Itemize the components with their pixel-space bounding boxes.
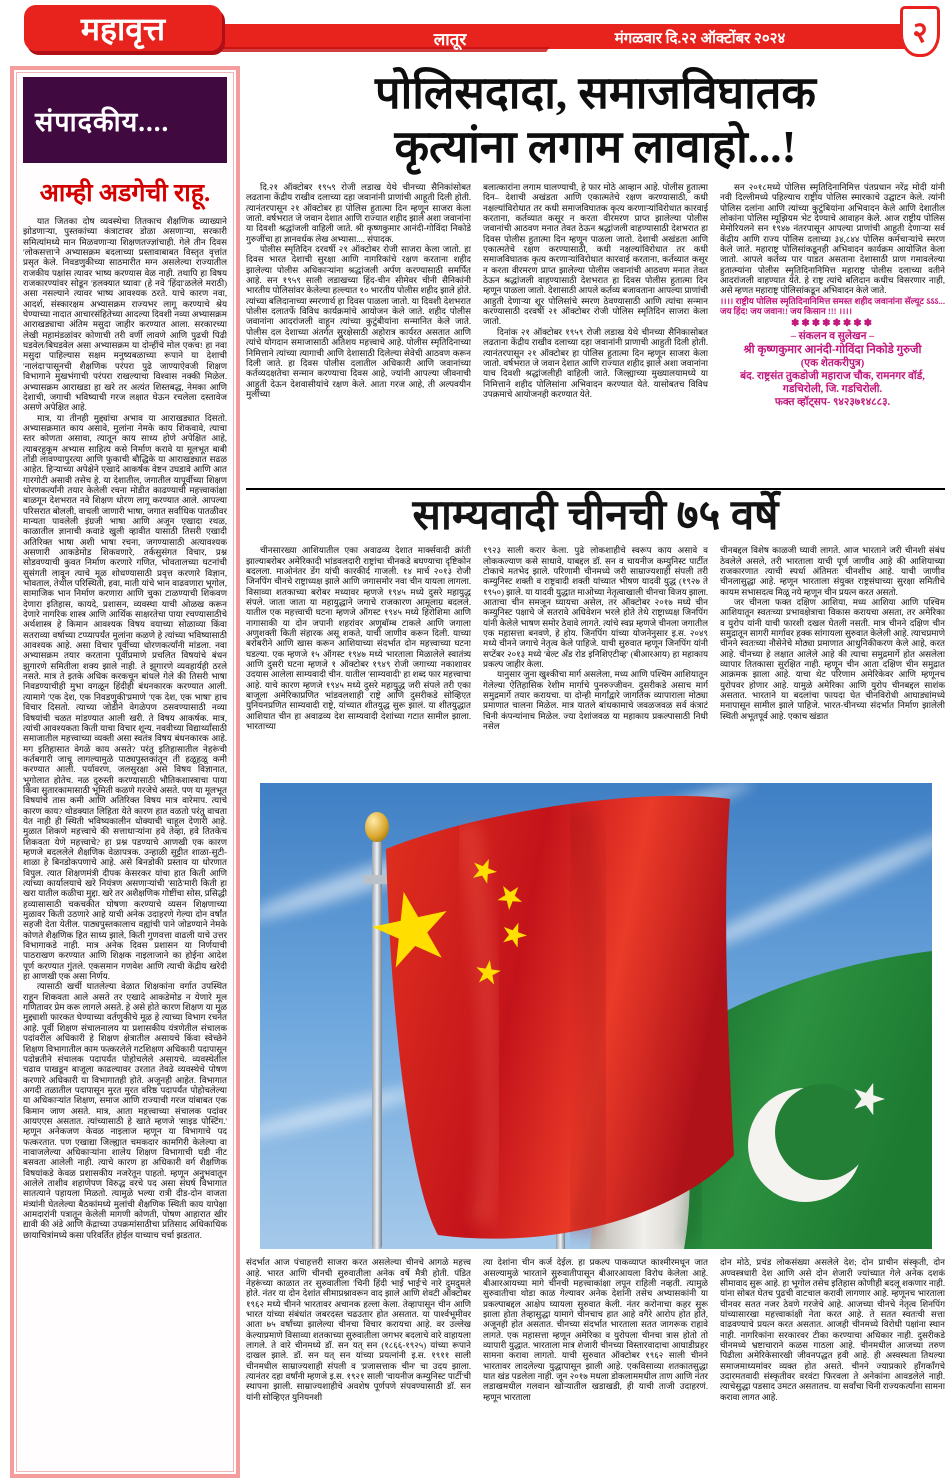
author-address-2: गडचिरोली, जि. गडचिरोली. — [782, 383, 883, 395]
date-line: मंगळवार दि.२२ ऑक्टोंबर २०२४ — [614, 31, 786, 47]
headline-china: साम्यवादी चीनची ७५ वर्षे — [412, 493, 779, 539]
article-paragraph: बलात्कारांना लगाम घालण्याची, हे फार मोठे आव्हान आहे. पोलीस हुतात्मा दिन– देशाची अखंडता आणि एकात्मतेचे रक्षण करण्यासाठी, कधी नक्षल्यांविरोधात तर कधी समाजविघातक कृत्य करणाऱ्यांविरोधात कारवाई करताना, कर्तव्यात कसूर न करता वीरमरण प्राप्त झालेल्या पोलीस जवानांची आठवण मनात तेवत ठेऊन श्रद्धांजली वाहण्यासाठी देशभरात हा दिवस पोलीस हुतात्मा दिन म्हणून पाळला जातो. देशाची अखंडता आणि एकात्मतेचे रक्षण करण्यासाठी, कधी नक्षल्यांविरोधात तर कधी समाजविघातक कृत्य करणाऱ्यांविरोधात कारवाई करताना, कर्तव्यात कसूर न करता वीरमरण प्राप्त झालेल्या पोलीस जवानांची आठवण मनात तेवत ठेऊन श्रद्धांजली वाहण्यासाठी देशभरात हा दिवस पोलीस हुतात्मा दिन म्हणून पाळला जातो. देशासाठी आपले कर्तव्य बजावताना आपल्या प्राणांची आहुती देणाऱ्या शूर पोलिसांचे स्मरण ठेवण्यासाठी आणि त्यांचा सन्मान करण्यासाठी दरवर्षी २१ ऑक्टोबर रोजी पोलिस स्मृतिदिन साजरा केला जातो. — [483, 182, 708, 327]
article-paragraph: १९२३ साली करार केला. पुढे लोकशाहीचे स्वरूप काय असावे व लोककल्याण कसे साधावे, याबद्दल डॉ. सन व चायनीज कम्युनिस्ट पार्टीत टोकाचे मतभेद झाले. परिणामी चीनमध्ये जरी साम्राज्यशाही संपली तरी कम्युनिस्ट शक्ती व राष्ट्रवादी शक्ती यांच्यात भीषण यादवी युद्ध (१९२७ ते १९५०) झाले. या यादवी युद्धात माओच्या नेतृत्वाखाली चीनचा विजय झाला. आताचा चीन समजून घ्यायचा असेल, तर ऑक्टोबर २०१७ मध्ये चीन कम्युनिस्ट पक्षाचे जे सतरावे अधिवेशन भरले होते तेथे राष्ट्राध्यक्ष जिनपिंग यांनी केलेले भाषण समोर ठेवावे लागते. त्यांचे स्वप्न म्हणजे चीनला जगातील एक महासत्ता बनवणे, हे होय. जिनपिंग यांच्या योजनेनुसार इ.स. २०४९ मध्ये चीनने जगाचे नेतृत्व केले पाहिजे. याची सुरुवात म्हणून जिनपिंग यांनी सप्टेंबर २०१३ मध्ये 'बेल्ट अँड रोड इनिशिएटीव्ह' (बीआरआय) हा महाकाय प्रकल्प जाहीर केला. — [483, 545, 708, 669]
masthead-title: महावृत्त — [24, 5, 222, 51]
article-column — [720, 545, 945, 777]
article-police-body — [246, 182, 945, 484]
article-column — [483, 182, 708, 484]
section-divider — [246, 488, 945, 490]
author-whatsapp: फक्त व्हॉट्सप- ९४२३७१४८८३. — [774, 396, 891, 408]
byline-block — [720, 319, 945, 408]
star-divider: ✽✽✽✽✽✽✽✽ — [790, 318, 875, 330]
author-address-1: बंद. राष्ट्रसंत तुकडोजी महाराज चौक, रामनगर वॉर्ड, — [740, 370, 925, 382]
headline-police-line1: पोलिसदादा, समाजविघातक — [375, 68, 816, 118]
article-column — [246, 182, 471, 484]
editorial-paragraph: यात जितका दोष व्यवस्थेचा तितकाच शैक्षणिक व्याख्याने झोडणाऱ्या, पुस्तकांच्या कंत्राटावर डोळा असणाऱ्या, सरकारी समित्यांमध्ये मान मिळवणाऱ्या शिक्षणतज्ज्ञांचाही. गेले तीन दिवस 'लोकसत्ता'ने अभ्यासक्रम बदलाच्या प्रस्तावाबाबत विस्तृत वृत्तांत प्रसृत केले. निवडणुकीच्या साठमारीत मग्न असलेल्या राज्यातील राजकीय पक्षांस त्यावर भाष्य करण्यास वेळ नाही. तथापि हा विषय राजकारण्यांवर सोडून 'हलक्यात घ्यावा' (हे नवे 'हिंदा'ळलेले मराठी) असा नसल्याने त्यावर भाष्य आवश्यक ठरते. याचे कारण नवा, आदर्श, संस्कारक्षम अभ्यासक्रम राज्यभर लागू करण्याचे श्रेय घेण्याच्या नादात आचारसंहितेच्या आदल्या दिवशी नव्या अभ्यासक्रम आराखड्याचा अंतिम मसुदा जाहीर करण्यात आला. सरकारच्या लेखी महामंडळांवर कोणाची तरी वर्णी लावणे आणि पुढची पिढी घडवेल/बिघडवेल असा अभ्यासक्रम या दोन्हींचे मोल एकच! हा नवा मसुदा पाहिल्यास सक्षम मनुष्यबळाच्या रूपाने या देशाची 'नालंदा'पासूनची शैक्षणिक परंपरा पुढे जाण्याऐवजी शिक्षण विभागाने मुखभंगाची परंपरा राखल्याचा विश्वास नक्की मिळेल. अभ्यासक्रम आराखडा हा खरे तर अत्यंत शिस्तबद्ध, नेमका आणि देशाची, जगाची भविष्याची गरज लक्षात घेऊन रचलेला दस्तावेज असणे अपेक्षित आहे. — [23, 216, 227, 413]
headline-police — [246, 66, 945, 174]
byline-label: – संकलन व सुलेखन – — [790, 330, 875, 342]
editorial-section-label: संपादकीय.... — [23, 77, 227, 163]
editorial-panel — [10, 66, 240, 1478]
headline-police-line2: कृत्यांना लगाम लावाहो...! — [394, 122, 797, 172]
author-name: श्री कृष्णकुमार आनंदी-गोविंदा निकोडे गुरुजी — [743, 343, 922, 356]
page-number: २ — [900, 6, 940, 57]
editorial-paragraph: त्यासाठी खर्ची घातलेल्या वेळात शिक्षकांना वर्गात उपस्थित राहून शिकवता आले असते तर एखादे आकडेमोड न येणारे मूल गणितावर प्रेम करू लागले असते. हे असे होते कारण शिक्षण या मूळ मुद्द्याशी फारकत घेण्याच्या वर्तणुकीचे मूळ हे त्याच्या विभाग रचनेत आहे. पूर्वी शिक्षण संचालनालय या प्रशासकीय यंत्रणेतील संचालक पदांवरील अधिकारी हे शिक्षण क्षेत्रातील असायचे किंवा स्वेच्छेने शिक्षण विभागातील काम फत्करलेले गटशिक्षण अधिकारी पदापासून पदोन्नतीने संचालक पदापर्यंत पोहोचलेले असायचे. व्यवस्थेतील चढाव पाखडून बाजूला काढल्यावर उरतात तेवढे व्यवस्थेचे पोषण करणारे अधिकारी या विभागातही होते. अजूनही आहेत. विभागात अगदी तळातील पदापासून मुरत मुरत वरिष्ठ पदापर्यंत पोहोचलेल्या या अधिकाऱ्यांत शिक्षण, समाज आणि राज्याची गरज यांबाबत एक किमान जाण असते. मात्र, आता महत्त्वाच्या संचालक पदांवर आयएएस असतात. त्यांच्यासाठी हे खाते म्हणजे 'साइड पोस्टिंग.' म्हणून अनेकजण केवळ नाइलाज म्हणून या विभागाचे पद फत्करतात. पण एखाद्या जिल्ह्यात चमकदार कामगिरी केलेल्या वा नावाजलेल्या अधिकाऱ्यांना शालेय शिक्षण विभागाची घडी नीट बसवता आलेली नाही. त्याचे कारण हा अधिकारी वर्ग शैक्षणिक विषयांकडे केवळ प्रशासकीय नजरेतून पाहतो. म्हणून अनुभवातून आलेले ताशीव शहाणेपण विरुद्ध वरचे पद असा संघर्ष विभागात सातत्याने पहायला मिळतो. त्यामुळे भल्या रात्री दीड-दोन वाजता मंत्र्यांनी घेतलेल्या बैठकांमध्ये मुलांची शैक्षणिक स्थिती काय यापेक्षा आमदारांनी पत्रातून केलेली मागणी कोणती, पोषण आहारात खीर द्यावी की अंडे आणि केंद्राच्या उपक्रमांसाठीचा प्रतिसाद अधिकाधिक छायाचित्रांमध्ये कसा परिवर्तित होईल याच्याच चर्चा झडतात. — [23, 981, 227, 1240]
article-column — [720, 182, 945, 484]
edition-city: लातूर — [433, 30, 467, 49]
article-paragraph: जर चीनला फक्त दक्षिण आशिया, मध्य आशिया आणि पश्चिम आशियातून स्वतःच्या प्रभावक्षेत्राचा विकास करायचा असता, तर अमेरिका व युरोप यांनी याची फारशी दखल घेतली नसती. मात्र चीनने दक्षिण चीन समुद्रातून सागरी मार्गावर हक्क सांगायला सुरुवात केलेली आहे. त्याचप्रमाणे चीनने स्वतःच्या नौसेनेचे मोठ्या प्रमाणात आधुनिकीकरण केले आहे, करत आहे. चीनच्या हे लक्षात आलेले आहे की त्याचा समुद्रमार्गे होत असलेला व्यापार तितकासा सुरक्षित नाही. म्हणून चीन आता दक्षिण चीन समुद्रात आक्रमक झाला आहे. याचा थेट परिणाम अमेरिकेवर आणि म्हणूनच युरोपवर होणार आहे. यामुळे अमेरिका आणि युरोप चीनबद्दल साशंक असतात. भारताने या बदलांचा फायदा घेत चीनविरोधी आघाड्यांमध्ये मनापासून सामील झाले पाहिजे. भारत-चीनच्या संदर्भात निर्माण झालेली स्थिती अभूतपूर्व आहे. एकाच खंडात — [720, 596, 945, 721]
article-paragraph: संदर्भात आज पंचाहत्तरी साजरा करत असलेल्या चीनचे आगळे महत्त्व आहे. भारत आणि चीनची सुरुवातीला अनेक वर्षे मैत्री होती. पंडित नेहरूंच्या काळात तर सुरुवातीला 'चिनी हिंदी भाई भाई'चे नारे दुमदुमले होते. नंतर या दोन देशांत सीमाप्रश्नावरून वाद झाले आणि शेवटी ऑक्टोबर १९६२ मध्ये चीनने भारतावर अचानक हल्ला केला. तेव्हापासून चीन आणि भारत यांच्या संबंधांत जबरदस्त चढउतार होत असतात. या पार्श्वभूमीवर आता ७५ वर्षांच्या झालेल्या चीनचा विचार करायचा आहे. वर उल्लेख केल्याप्रमाणे विसाव्या शतकाच्या सुरुवातीला जगभर बदलाचे वारे वाहायला लागले. ते वारे चीनमध्ये डॉ. सन यत् सन (१८६६-१९२५) यांच्या रूपाने दाखल झाले. डॉ. सन यत् सन यांच्या प्रयत्नांनी इ.स. १९११ साली चीनमधील साम्राज्यशाही संपली व 'प्रजासत्ताक चीन' चा उदय झाला. त्यानंतर दहा वर्षांनी म्हणजे इ.स. १९२१ साली 'चायनीज कम्युनिस्ट पार्टी'ची स्थापना झाली. साम्राज्यशाहीचे अवशेष पूर्णपणे संपवण्यासाठी डॉ. सन यांनी सोव्हिएत युनियनशी — [246, 1257, 471, 1402]
article-column — [483, 1257, 708, 1469]
editorial-body — [23, 216, 227, 1462]
article-column — [483, 545, 708, 777]
article-paragraph: दि.२१ ऑक्टोबर १९५९ रोजी लडाख येथे चीनच्या सैनिकांसोबत लढताना केंद्रीय राखीव दलाच्या दहा जवानांनी प्राणांची आहूती दिली होती. त्यानंतरपासून २१ ऑक्टोबर हा पोलिस हुतात्मा दिन म्हणून साजरा केला जातो. वर्षभरात जे जवान देशात आणि राज्यात शहीद झाले अशा जवानांना या दिवशी श्रद्धांजली वाहिली जाते. श्री कृष्णकुमार आनंदी-गोविंदा निकोडे गुरुजींचा हा ज्ञानवर्धक लेख अभ्यासा.... संपादक. — [246, 182, 471, 244]
article-paragraph: पोलीस स्मृतिदिन दरवर्षी २१ ऑक्टोबर रोजी साजरा केला जातो. हा दिवस भारत देशाची सुरक्षा आणि नागरिकांचे रक्षण करताना शहीद झालेल्या पोलीस अधिकाऱ्यांना श्रद्धांजली अर्पण करण्यासाठी समर्पित आहे. सन १९५९ साली लडाखच्या हिंद-चीन सीमेवर चीनी सैनिकांनी भारतीय पोलिसांवर केलेल्या हल्ल्यात १० भारतीय पोलीस शहीद झाले होते. त्यांच्या बलिदानाच्या स्मरणार्थ हा दिवस पाळला जातो. या दिवशी देशभरात पोलीस दलातर्फे विविध कार्यक्रमांचे आयोजन केले जाते. शहीद पोलीस जवानांना आदरांजली वाहून त्यांच्या कुटुंबीयांना सन्मानित केले जाते. पोलीस दल देशाच्या अंतर्गत सुरक्षेसाठी अहोरात्र कार्यरत असतात आणि त्यांचे योगदान समाजासाठी अतिशय महत्त्वाचे आहे. पोलीस स्मृतिदिनाच्या निमित्ताने त्यांच्या त्यागाची आणि देशासाठी दिलेल्या सेवेची आठवण करून दिली जाते. हा दिवस पोलीस दलातील अधिकारी आणि जवानांच्या कर्तव्यदक्षतेचा सन्मान करण्याचा दिवस आहे, ज्यांनी आपल्या जीवनाची आहुती देऊन देशवासीयांचे रक्षण केले. आता गरज आहे, ती अल्पवयीन मुलींच्या — [246, 244, 471, 399]
china-pakistan-flags-photo — [260, 783, 932, 1249]
china-flag — [366, 796, 734, 1239]
article-paragraph: दोन मोठे, प्रचंड लोकसंख्या असलेले देश; दोन प्राचीन संस्कृती, दोन अण्वस्त्रधारी देश आणि असे दोन शेजारी ज्यांच्यात गेले अनेक दशकं सीमावाद सुरू आहे. हा भूगोल तसेच इतिहास कोणीही बदलू शकणार नाही. यांना सोबत घेतच पुढची वाटचाल करावी लागणार आहे. म्हणूनच भारताला चीनवर सतत नजर ठेवणे गरजेचे आहे. आजच्या चीनचे नेतृत्व शिनपिंग यांच्यासारखा महत्त्वाकांक्षी नेता करत आहे. ते सतत स्वतःची सत्ता वाढवण्याचे प्रयत्न करत असतात. आजही चीनमध्ये विरोधी पक्षांना स्थान नाही. नागरिकांना सरकारवर टीका करण्याचा अधिकार नाही. दुसरीकडे चीनमध्ये भ्रष्टाचाराने कळस गाठला आहे. चीनमधील आजच्या तरुण पिढीला अमेरिकेसारखी जीवनपद्धत हवी आहे. ही अस्वस्थता तिथल्या समाजमाध्यमांवर व्यक्त होत असते. चीनने ज्याप्रकारे हाँगकाँगचे उदारमतवादी संस्कृतीवर वरवंटा फिरवला ते अनेकांना आवडलेले नाही. त्याचेसुद्धा पडसाद उमटत असतातच. या सर्वांचा चिनी राज्यकर्त्यांना सामना करावा लागत आहे. — [720, 1257, 945, 1402]
article-paragraph: सन २०१८मध्ये पोलिस स्मृतिदिनानिमित्त पंतप्रधान नरेंद्र मोदी यांनी नवी दिल्लीमध्ये पहिल्याच राष्ट्रीय पोलिस स्मारकाचे उद्घाटन केले. त्यांनी पोलिस दलांना आणि त्यांच्या कुटुंबियांना अभिवादन केले आणि देशातील लोकांना पोलिस म्यूझियम भेट देण्याचे आवाहन केले. आज राष्ट्रीय पोलिस मेमोरियलने सन १९४७ नंतरपासून आपल्या प्राणांची आहुती देणाऱ्या सर्व केंद्रीय आणि राज्य पोलिस दलाच्या ३४,८४४ पोलिस कर्मचाऱ्यांचे स्मरण केले जाते. महाराष्ट्र पोलिसांकडूनही अभिवादन कार्यक्रम आयोजित केला जातो. आपले कर्तव्य पार पाडत असताना देशासाठी प्राण गमावलेल्या हुतात्म्यांना पोलीस स्मृतिदिनानिमित्त महाराष्ट्र पोलीस दलाच्या वतीने आदरांजली वाहण्यात येते. हे राष्ट्र त्यांचे बलिदान कधीच विसरणार नाही, असे म्हणत महाराष्ट्र पोलिसांकडून अभिवादन केले जाते. — [720, 182, 945, 296]
article-column — [246, 545, 471, 777]
editorial-paragraph: मात्र, या तीनही मुद्द्यांचा अभाव या आराखड्यात दिसतो. अभ्यासक्रमात काय असावे, मुलांना नेमके काय शिकवावे, त्याचा स्तर कोणता असावा, त्यातून काय साध्य होणे अपेक्षित आहे, त्याबरहुकूम अभ्यास साहित्य कसे निर्माण करावे या मूलभूत बाबी तोंडी लावण्यापुरत्या आणि फुकाची बौद्धिके या आराखड्यात सढळ आहेत. हिऱ्याच्या अपेक्षेने एखादे आकर्षक वेष्टन उघडावे आणि आत गारगोटी असावी तसेच हे. या देशातील, जगातील यापूर्वीच्या शिक्षण धोरणकर्त्यांनी तयार केलेली रचना मोडीत काढण्याची महत्त्वाकांक्षा बाळगून देशभरात नवे शिक्षण धोरण लागू करण्यात आले. आपल्या परिसरात बोलली, वाचली जाणारी भाषा, जगात सर्वाधिक पातळीवर मान्यता पावलेली इंग्रजी भाषा आणि अजून एखादा रथळ, काळातील ज्ञानाची कवाडे खुली व्हावीत यासाठी तिसरी एखादी अतिरिक्त भाषा अशी भाषा रचना, जगण्यासाठी अत्यावश्यक असणारी आकडेमोड शिकवणारे, तर्कसुसंगत विचार, प्रश्न सोडवण्याची कुवत निर्माण करणारे गणित, भोवतालच्या घटनांची सुसंगती लावून त्याचे मूळ शोधण्यासाठी प्रवृत्त करणारे विज्ञान, भोवताल, तेथील परिस्थिती, हवा, माती यांचे भान वाढवणारा भूगोल, सामाजिक भान निर्माण करणारा आणि चुका टाळण्याची शिकवण देणारा इतिहास, कायदे, प्रशासन, व्यवस्था याची ओळख करून देणारे नागरिक शास्त्र आणि आर्थिक साक्षरतेचा पाया रचण्यासाठीचे अर्थशास्त्र हे किमान आवश्यक विषय वयाच्या सोळाव्या किंवा सतराव्या वर्षाच्या टप्प्यापर्यंत मुलांना कळणे हे त्यांच्या भविष्यासाठी आवश्यक आहे. असा विचार पूर्वीच्या धोरणकर्त्यांनी मांडला. नवा अभ्यासक्रम तयार करताना पूर्वीप्रमाणे प्रचलित विषयांचे बंधन झुगारणे समितीला शक्य झाले नाही. ते झुगारणे व्यवहार्यही ठरले नसते. मात्र ते इतके अधिक करकचून बांधले गेले की तिसरी भाषा निवडण्याचीही मुभा वगळून हिंदीही बंधनकारक करण्यात आली. त्यामागे 'एक देश, एक निवडणुकी'प्रमाणे 'एक देश, एक भाषा' हाच विचार दिसतो. त्याच्या जोडीने वेगळेपण ठसवण्यासाठी नव्या विषयांची चळत मांडण्यात आली खरी. ते विषय आकर्षक. मात्र, त्यांची आवश्यकता किती याचा विचार शून्य. नववीच्या विद्यार्थ्यांसाठी समाजातील महत्त्वाच्या व्यक्ती असा स्वतंत्र विषय बंधनकारक आहे. मग इतिहासात वेगळे काय असते? परंतु इतिहासातील नेहरूंची कर्तबगारी जाचू लागल्यामुळे पाठ्यपुस्तकांतून ती हळूहळू कमी करण्यात आली. पर्यावरण, जलसुरक्षा असे विषय विज्ञानात, भूगोलात होतेच. नळ दुरुस्ती करण्यासाठी भौतिकशास्त्राचा पाया किंवा सुतारकामासाठी भूमिती कळणे गरजेचे असते. पण या मूलभूत विषयांचे तास कमी आणि अतिरिक्त विषय मात्र वारेमाप. त्याचे कारण काय? थोडक्यात लिहिता येते कारण हात वळतो परंतु वाचता येत नाही ही स्थिती भविष्यकालीन धोक्याची चाहूल देणारी आहे. मुळात शिकणे महत्त्वाचे की सत्ताधाऱ्यांना हवे तेव्हा, हवे तितकेच शिकवता येणे महत्त्वाचे? हा प्रश्न पडण्याचे आणखी एक कारण म्हणजे बदललेले शैक्षणिक वेळापत्रक. उन्हाळी सुट्टीत शाळा-सुटी-शाळा हे बिनडोकपणाचे आहे. असे बिनडोकी प्रस्ताव या धोरणात विपुल. त्यात शिक्षणमंत्री दीपक केसरकर यांचा हात किती आणि त्यांच्या कार्यालयाचे खरे नियंत्रण असणाऱ्यांची 'साठे'मारी किती हा खरा यातील कळीचा मुद्दा. खरे तर अशैक्षणिक गोष्टींचा सोस, प्रसिद्धी हव्यासासाठी चकचकीत घोषणा करण्याचे व्यसन शिक्षणाच्या मुळावर किती उठणारे आहे याची अनेक उदाहरणे गेल्या दोन वर्षांत सहजी देता येतील. पाठ्यपुस्तकालाच वह्यांची पाने जोडण्याने नेमके कोणते शैक्षणिक हित साध्य झाले, किती गुणवत्ता वाढली याचे उत्तर विभागाकडे नाही. मात्र अनेक दिवस प्रशासन या निर्णयाची पाठराखण करण्यात आणि शिक्षक नाइलाजाने का होईना आदेश पूर्ण करण्यात गुंतले. एकसमान गणवेश आणि त्याची केंद्रीय खरेदी हा आणखी एक असा निर्णय. — [23, 412, 227, 982]
article-paragraph: यानुसार जुना खुश्कीचा मार्ग असलेला, मध्य आणि पश्चिम आशियातून गेलेल्या ऐतिहासिक रेशीम मार्गाचे पुनरुज्जीवन. दुसरीकडे असाच मार्ग समुद्रमार्गे तयार करायचा. या दोन्ही मार्गांद्वारे जागतिक व्यापाराला मोठ्या प्रमाणात चालना मिळेल. मात्र यातले बांधकामाचे जवळजवळ सर्व कंत्राटं चिनी कंपन्यांनाच मिळेल. ज्या देशांजवळ या महाकाय प्रकल्पासाठी निधी नसेल — [483, 669, 708, 732]
pole-finial — [365, 812, 389, 842]
salute-line: ।।।। राष्ट्रीय पोलिस स्मृतिदिनानिमित्त समस्त शहीद जवानांना सॅल्यूट ऽऽऽ... जय हिंद! जय जवान!! जय किसान !!! ।।।। — [720, 295, 945, 317]
article-paragraph: त्या देशांना चीन कर्ज देईल. हा प्रकल्प पाकव्याप्त काश्मीरमधून जात असल्यामुळे भारताने सुरुवातीपासून बीआरआयला विरोध केलेला आहे. बीआरआयच्या मागे चीनची महत्त्वाकांक्षा लपून राहिली नव्हती. त्यामुळे सुरुवातीचा थोडा काळ गेल्यावर अनेक देशांनी तसेच अभ्यासकांनी या प्रकल्पाबद्दल आक्षेप घ्यायला सुरुवात केली. नंतर करोनाचा कहर सुरू झाला होता तेव्हासुद्धा यामागे चीनचाच हात आहे वगैरे आरोप होत होते, अजूनही होत असतात. चीनच्या संदर्भात भारताला सतत जागरूक राहावे लागते. एक महासत्ता म्हणून अमेरिका व युरोपला चीनचा त्रास होतो तो व्यापारी युद्धात. भारताला मात्र शेजारी चीनच्या विस्तारवादाचा आघाडीप्रहर सामना करावा लागतो. याची सुरुवात ऑक्टोबर १९६२ साली चीनने भारतावर लादलेल्या युद्धापासून झाली आहे. एकविसाव्या शतकातसुद्धा यात खंड पडलेला नाही. जून २०१७ मधला डोकलाममधील ताण आणि नंतर लडाखमधील गलवान खोऱ्यातील खडाखडी, ही याची ताजी उदाहरणं. म्हणून भारताला — [483, 1257, 708, 1402]
article-paragraph: चीनबद्दल विशेष काळजी घ्यावी लागते. आज भारताने जरी चीनशी संबंध ठेवलेले असले, तरी भारताला याची पूर्ण जाणीव आहे की आशियाच्या राजकारणात त्याची स्पर्धा अंतिमतः चीनशीच आहे. याची जाणीव चीनलासुद्धा आहे. म्हणून भारताला संयुक्त राष्ट्रसंघाच्या सुरक्षा समितीचे कायम सभासदत्व मिळू नये म्हणून चीन प्रयत्न करत असतो. — [720, 545, 945, 597]
article-china-body-bottom — [246, 1257, 945, 1469]
article-column — [246, 1257, 471, 1469]
main-content — [246, 60, 945, 1469]
editorial-heading: आम्ही अडगेची राहू. — [39, 180, 211, 207]
article-china-body-top — [246, 545, 945, 777]
article-column — [720, 1257, 945, 1469]
author-subtitle: (एक शेतकरीपुत्र) — [800, 357, 865, 369]
article-paragraph: चीनसारख्या आशियातील एका अवाढव्य देशात मार्क्सवादी क्रांती झाल्याबरोबर अमेरिकादी भांडवलदारी राष्ट्रांचा चीनकडे बघण्याचा दृष्टिकोन बदलला. माओनंतर डेंग यांची कारकीर्द गाजली. १४ मार्च २०१३ रोजी जिनपिंग चीनचे राष्ट्राध्यक्ष झाले आणि जगासमोर नवा चीन यायला लागला. विसाव्या शतकाच्या बरोबर मध्यावर म्हणजे १९४५ मध्ये दुसरे महायुद्ध संपले. जाता जाता या महायुद्धाने जगाचे राजकारण आमूलाग्र बदलले. यातील एक महत्त्वाची घटना म्हणजे ऑगस्ट १९४५ मध्ये हिरोशिमा आणि नागासाकी या दोन जपानी शहरांवर अणुबॉम्ब टाकले आणि जगाला अणुशक्ती किती संहारक असू शकते, याची जाणीव करून दिली. याच्या बरोबरीने आणि खास करून आशियाच्या संदर्भात दोन महत्त्वाच्या घटना घडल्या. एक म्हणजे १५ ऑगस्ट १९४७ मध्ये भारताला मिळालेले स्वातंत्र्य आणि दुसरी घटना म्हणजे १ ऑक्टोबर १९४९ रोजी जगाच्या नकाशावर उदयास आलेला साम्यवादी चीन. यातील 'साम्यवादी' हा शब्द फार महत्त्वाचा आहे. याचे कारण म्हणजे १९४५ मध्ये दुसरे महायुद्ध जरी संपले तरी एका बाजूला अमेरिकाप्रणित भांडवलशाही राष्ट्रे आणि दुसरीकडे सोव्हिएत युनियनप्रणित साम्यवादी राष्ट्रे, यांच्यात शीतयुद्ध सुरू झालं. या शीतयुद्धात आशियात चीन हा अवाढव्य देश साम्यवादी देशांच्या गटात सामील झाला. भारताच्या — [246, 545, 471, 732]
article-paragraph: दिनांक २१ ऑक्टोबर १९५९ रोजी लडाख येथे चीनच्या सैनिकासोबत लढताना केंद्रीय राखीव दलाच्या दहा जवानांनी प्राणाची आहुती दिली होती. त्यानंतरपासून २१ ऑक्टोबर हा पोलिस हुतात्मा दिन म्हणून साजरा केला जातो. वर्षभरात जे जवान देशात आणि राज्यात शहीद झाले अशा जवानांना याच दिवशी श्रद्धांजलीही वाहिली जाते. जिल्ह्याच्या मुख्यालयामध्ये या निमित्ताने शहीद पोलिसांना अभिवादन करण्यात येते. यासोबतच विविध उपक्रमाचे आयोजनही करण्यात येते. — [483, 326, 708, 399]
